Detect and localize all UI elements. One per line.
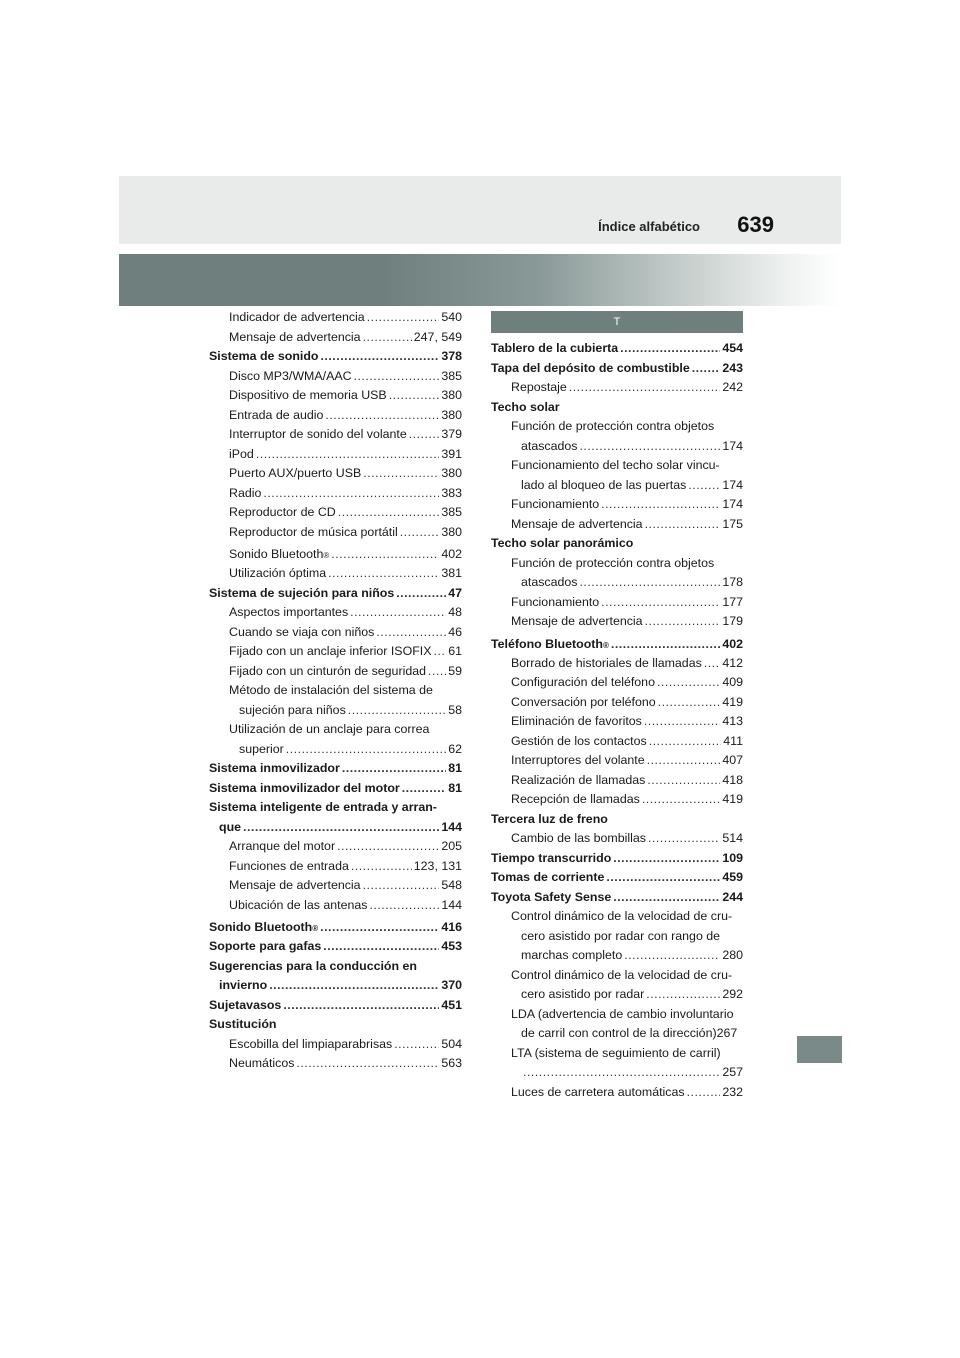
entry-text: Fijado con un anclaje inferior ISOFIX	[229, 644, 432, 658]
entry-text: superior	[239, 741, 284, 756]
thumb-index-tab	[797, 1036, 842, 1063]
dot-leader	[409, 425, 440, 445]
entry-page-number: 62	[448, 741, 462, 756]
dot-leader	[320, 347, 439, 367]
entry-page-number: 409	[722, 675, 743, 689]
entry-text: Conversación por teléfono	[511, 694, 656, 709]
index-subentry	[491, 554, 743, 574]
entry-text: Funcionamiento del techo solar vincu-	[511, 458, 720, 472]
index-entry	[491, 339, 743, 359]
index-column-right	[491, 308, 743, 1102]
index-subentry	[209, 445, 462, 465]
entry-page-number: 244	[722, 889, 743, 904]
dot-leader	[606, 868, 720, 888]
entry-page-number: 379	[441, 427, 462, 441]
entry-text: Borrado de historiales de llamadas	[511, 655, 702, 670]
index-subentry	[209, 720, 462, 740]
entry-text: Configuración del teléfono	[511, 675, 655, 689]
index-entry	[209, 937, 462, 957]
dot-leader	[348, 701, 446, 721]
index-entry	[491, 868, 743, 888]
dot-leader	[658, 693, 721, 713]
entry-text: Reproductor de CD	[229, 505, 336, 519]
entry-page-number: 380	[441, 466, 462, 480]
dot-leader	[613, 849, 720, 869]
dot-leader	[389, 386, 440, 406]
index-subentry	[209, 603, 462, 623]
index-subentry	[491, 693, 743, 713]
index-subentry	[491, 946, 743, 966]
dot-leader	[296, 1054, 439, 1074]
dot-leader	[569, 378, 721, 398]
dot-leader	[376, 623, 446, 643]
index-subentry	[491, 612, 743, 632]
dot-leader	[325, 406, 439, 426]
entry-page-number: 46	[448, 624, 462, 639]
entry-page-number: 205	[441, 839, 462, 853]
index-subentry	[491, 927, 743, 947]
entry-text: Tercera luz de freno	[491, 811, 608, 826]
entry-text: de carril con control de la dirección)267	[521, 1026, 738, 1040]
dot-leader	[320, 915, 439, 937]
dot-leader	[351, 857, 412, 877]
dot-leader	[646, 985, 720, 1005]
entry-page-number: 548	[441, 878, 462, 892]
index-subentry	[209, 896, 462, 916]
index-entry	[209, 779, 462, 799]
entry-text: Realización de llamadas	[511, 772, 646, 787]
entry-page-number: 514	[722, 831, 743, 845]
entry-page-number: 178	[722, 575, 743, 589]
section-letter-bar: T	[491, 311, 743, 333]
entry-page-number: 247, 549	[413, 329, 462, 344]
index-subentry	[491, 790, 743, 810]
dot-leader	[647, 771, 720, 791]
dot-leader	[338, 503, 440, 523]
index-entry	[209, 1015, 462, 1035]
index-subentry	[209, 1035, 462, 1055]
dot-leader	[648, 829, 720, 849]
dot-leader	[642, 790, 721, 810]
entry-text: Neumáticos	[229, 1056, 295, 1070]
entry-text: Sujetavasos	[209, 997, 282, 1012]
index-subentry	[491, 966, 743, 986]
entry-page-number: 81	[448, 761, 462, 775]
entry-page-number: 563	[441, 1056, 462, 1070]
dot-leader	[523, 1063, 720, 1083]
index-subentry	[491, 593, 743, 613]
index-column-left	[209, 308, 462, 1074]
dot-leader	[337, 837, 439, 857]
index-subentry	[491, 1005, 743, 1025]
index-entry	[491, 810, 743, 830]
index-subentry	[491, 515, 743, 535]
index-subentry	[491, 495, 743, 515]
entry-page-number: 179	[722, 614, 743, 628]
entry-text: Mensaje de advertencia	[511, 516, 643, 531]
index-entry	[209, 957, 462, 977]
index-subentry	[491, 1044, 743, 1064]
dot-leader	[688, 476, 720, 496]
entry-text: Techo solar	[491, 399, 560, 414]
entry-text: Tapa del depósito de combustible	[491, 360, 690, 375]
entry-text: Control dinámico de la velocidad de cru-	[511, 909, 733, 923]
dot-leader	[350, 603, 446, 623]
index-subentry	[491, 1024, 743, 1044]
entry-text: Indicador de advertencia	[229, 310, 365, 324]
entry-page-number: 454	[722, 341, 743, 355]
index-subentry: Sonido Bluetooth ® ..... 402	[209, 542, 462, 564]
index-entry	[491, 849, 743, 869]
index-entries-right	[491, 339, 743, 1102]
index-entry	[491, 398, 743, 418]
index-subentry	[209, 464, 462, 484]
entry-text: Soporte para gafas	[209, 939, 322, 953]
entry-text: Gestión de los contactos	[511, 733, 647, 748]
entry-page-number: 175	[722, 516, 743, 531]
entry-page-number: 385	[441, 505, 462, 519]
index-entry	[209, 818, 462, 838]
entry-page-number: 413	[722, 714, 743, 728]
index-subentry	[209, 701, 462, 721]
dot-leader	[611, 632, 720, 654]
index-subentry	[209, 857, 462, 877]
entry-text: Sonido Bluetooth	[209, 920, 313, 934]
entry-text: Utilización óptima	[229, 566, 327, 580]
entry-page-number: 412	[722, 655, 743, 670]
index-subentry	[209, 642, 462, 662]
entry-text: Entrada de audio	[229, 407, 324, 422]
index-subentry	[491, 654, 743, 674]
entry-text: cero asistido por radar	[521, 987, 645, 1001]
entry-text: Cambio de las bombillas	[511, 831, 646, 845]
index-subentry	[209, 876, 462, 896]
entry-text: Sistema inmovilizador del motor	[209, 780, 400, 795]
index-entry	[209, 759, 462, 779]
entry-text: sujeción para niños	[239, 702, 346, 717]
dot-leader	[645, 612, 721, 632]
entry-page-number: 81	[448, 780, 462, 795]
entry-text: Techo solar panorámico	[491, 536, 634, 550]
entry-page-number: 58	[448, 702, 462, 717]
entry-text: atascados	[521, 438, 578, 453]
entry-page-number: 419	[722, 792, 743, 806]
dot-leader	[687, 1083, 721, 1103]
entry-page-number: 378	[441, 349, 462, 363]
dot-leader	[613, 888, 720, 908]
index-subentry	[209, 523, 462, 543]
entry-page-number: 48	[448, 605, 462, 619]
entry-text: Escobilla del limpiaparabrisas	[229, 1036, 393, 1051]
entry-text: Sugerencias para la conducción en	[209, 958, 417, 973]
index-subentry	[209, 425, 462, 445]
entry-text: atascados	[521, 575, 578, 589]
index-entry	[209, 798, 462, 818]
entry-text: que	[219, 819, 242, 834]
index-subentry	[209, 328, 462, 348]
dot-leader	[647, 751, 721, 771]
entry-page-number: 381	[441, 566, 462, 580]
entry-text: Recepción de llamadas	[511, 792, 640, 806]
entry-page-number: 383	[441, 485, 462, 500]
entry-text: Reproductor de música portátil	[229, 524, 398, 539]
index-subentry	[209, 386, 462, 406]
index-subentry	[491, 378, 743, 398]
section-title: Índice alfabético	[598, 219, 700, 234]
entry-page-number: 174	[722, 497, 743, 511]
index-entry	[209, 976, 462, 996]
dot-leader	[396, 584, 446, 604]
dot-leader	[363, 328, 412, 348]
index-subentry	[491, 476, 743, 496]
index-subentry	[491, 907, 743, 927]
entry-text: Teléfono Bluetooth	[491, 636, 603, 651]
dot-leader	[367, 308, 440, 328]
index-subentry	[491, 732, 743, 752]
index-entry	[209, 996, 462, 1016]
entry-page-number: 144	[441, 819, 462, 834]
entry-text: lado al bloqueo de las puertas	[521, 477, 687, 492]
index-subentry	[209, 837, 462, 857]
entry-page-number: 451	[441, 997, 462, 1012]
dot-leader	[601, 495, 720, 515]
index-subentry	[209, 1054, 462, 1074]
dot-leader	[645, 515, 721, 535]
index-subentry	[491, 417, 743, 437]
entry-text: Repostaje	[511, 380, 567, 394]
entry-text: Disco MP3/WMA/AAC	[229, 368, 352, 383]
index-subentry	[491, 673, 743, 693]
entry-text: Dispositivo de memoria USB	[229, 388, 387, 402]
dot-leader	[402, 779, 446, 799]
entry-text: LTA (sistema de seguimiento de carril)	[511, 1045, 721, 1060]
entry-text: Función de protección contra objetos	[511, 555, 715, 570]
entry-text: Eliminación de favoritos	[511, 714, 642, 728]
entry-text: Mensaje de advertencia	[229, 878, 361, 892]
entry-text: Función de protección contra objetos	[511, 419, 715, 433]
dot-leader	[263, 484, 439, 504]
entry-page-number: 402	[441, 547, 462, 561]
entry-page-number: 391	[441, 446, 462, 461]
entry-page-number: 402	[722, 636, 743, 651]
page-number: 639	[737, 212, 774, 237]
entry-page-number: 385	[441, 368, 462, 383]
dot-leader	[601, 593, 720, 613]
index-subentry	[491, 1083, 743, 1103]
dot-leader	[400, 523, 440, 543]
index-subentry	[209, 564, 462, 584]
dot-leader	[649, 732, 722, 752]
dot-leader	[363, 876, 440, 896]
entry-page-number: 144	[441, 897, 462, 912]
entry-text: Radio	[229, 485, 262, 500]
index-subentry	[209, 662, 462, 682]
entry-page-number: 177	[722, 594, 743, 609]
entry-text: Sistema de sonido	[209, 349, 319, 363]
entry-page-number: 416	[441, 920, 462, 934]
dot-leader	[342, 759, 446, 779]
entry-page-number: 61	[448, 644, 462, 658]
index-subentry	[209, 484, 462, 504]
dot-leader	[624, 946, 720, 966]
entry-page-number: 380	[441, 388, 462, 402]
entry-page-number: 407	[722, 753, 743, 767]
entry-text: Utilización de un anclaje para correa	[229, 722, 430, 736]
entry-page-number: 243	[722, 360, 743, 375]
index-entry: Sonido Bluetooth ® ..... 416	[209, 915, 462, 937]
entry-page-number: 459	[722, 870, 743, 884]
dot-leader	[331, 542, 439, 564]
dot-leader	[354, 367, 440, 387]
index-subentry	[491, 751, 743, 771]
entry-page-number: 540	[441, 310, 462, 324]
entry-text: Sustitución	[209, 1017, 277, 1031]
dot-leader	[433, 642, 446, 662]
dot-leader	[256, 445, 440, 465]
dot-leader	[394, 1035, 439, 1055]
index-subentry	[491, 1063, 743, 1083]
entry-text: Tiempo transcurrido	[491, 850, 612, 865]
entry-page-number: 174	[722, 438, 743, 453]
entry-text: Sistema de sujeción para niños	[209, 585, 395, 600]
dot-leader	[323, 937, 439, 957]
entry-text: Método de instalación del sistema de	[229, 683, 433, 697]
entry-text: iPod	[229, 446, 254, 461]
entry-page-number: 411	[723, 733, 743, 748]
entry-text: Ubicación de las antenas	[229, 897, 368, 912]
entry-page-number: 380	[441, 407, 462, 422]
entry-page-number: 47	[448, 585, 462, 600]
entry-text: cero asistido por radar con rango de	[521, 928, 721, 943]
entry-page-number: 380	[441, 524, 462, 539]
entry-text: Puerto AUX/puerto USB	[229, 466, 362, 480]
entry-text: Funcionamiento	[511, 594, 600, 609]
dot-leader	[286, 740, 446, 760]
entry-page-number: 59	[448, 663, 462, 678]
dot-leader	[579, 573, 720, 593]
entry-text: Fijado con un cinturón de seguridad	[229, 663, 427, 678]
entry-text: Tablero de la cubierta	[491, 341, 619, 355]
entry-text: Arranque del motor	[229, 839, 336, 853]
dot-leader	[692, 359, 721, 379]
entry-text: Cuando se viaja con niños	[229, 624, 375, 639]
entry-text: Toyota Safety Sense	[491, 889, 612, 904]
dot-leader	[579, 437, 720, 457]
entry-text: Mensaje de advertencia	[229, 329, 361, 344]
dot-leader	[243, 818, 439, 838]
entry-text: Aspectos importantes	[229, 605, 349, 619]
index-entry	[209, 347, 462, 367]
entry-text: marchas completo	[521, 948, 623, 962]
entry-page-number: 370	[441, 978, 462, 992]
dot-leader	[369, 896, 439, 916]
index-subentry	[491, 712, 743, 732]
entry-page-number: 174	[722, 477, 743, 492]
index-subentry	[491, 573, 743, 593]
index-subentry	[209, 623, 462, 643]
entry-page-number: 292	[722, 987, 743, 1001]
entry-page-number: 232	[722, 1084, 743, 1099]
index-subentry	[491, 829, 743, 849]
index-subentry	[209, 406, 462, 426]
index-entry: Teléfono Bluetooth ® ..... 402	[491, 632, 743, 654]
entry-text: Funcionamiento	[511, 497, 600, 511]
entry-text: LDA (advertencia de cambio involuntario	[511, 1006, 734, 1021]
dot-leader	[657, 673, 720, 693]
index-subentry	[209, 308, 462, 328]
dot-leader	[704, 654, 721, 674]
index-subentry	[209, 681, 462, 701]
entry-page-number: 504	[441, 1036, 462, 1051]
entry-page-number: 419	[722, 694, 743, 709]
index-subentry	[491, 985, 743, 1005]
entry-text: Sonido Bluetooth	[229, 547, 324, 561]
index-subentry	[209, 740, 462, 760]
index-subentry	[491, 456, 743, 476]
entry-text: Luces de carretera automáticas	[511, 1084, 685, 1099]
entry-page-number: 123, 131	[413, 858, 462, 873]
index-entry	[491, 534, 743, 554]
dot-leader	[283, 996, 439, 1016]
entry-text: Sistema inmovilizador	[209, 761, 340, 775]
index-subentry	[491, 437, 743, 457]
entry-page-number: 242	[722, 380, 743, 394]
entry-text: Mensaje de advertencia	[511, 614, 643, 628]
index-entry	[491, 888, 743, 908]
entry-page-number: 257	[722, 1065, 743, 1079]
entry-text: Control dinámico de la velocidad de cru-	[511, 967, 733, 982]
index-entry	[491, 359, 743, 379]
decorative-band	[119, 254, 841, 306]
dot-leader	[328, 564, 439, 584]
dot-leader	[428, 662, 446, 682]
entry-text: Interruptores del volante	[511, 753, 645, 767]
entry-text: Tomas de corriente	[491, 870, 605, 884]
entry-text: Sistema inteligente de entrada y arran-	[209, 800, 437, 814]
entry-page-number: 109	[722, 850, 743, 865]
dot-leader	[269, 976, 439, 996]
entry-text: Interruptor de sonido del volante	[229, 427, 407, 441]
dot-leader	[620, 339, 720, 359]
index-subentry	[209, 503, 462, 523]
index-subentry	[491, 771, 743, 791]
index-subentry	[209, 367, 462, 387]
entry-page-number: 280	[722, 948, 743, 962]
entry-text: invierno	[219, 978, 268, 992]
entry-text: Funciones de entrada	[229, 858, 349, 873]
entry-page-number: 418	[722, 772, 743, 787]
index-entry	[209, 584, 462, 604]
dot-leader	[644, 712, 720, 732]
entry-page-number: 453	[441, 939, 462, 953]
dot-leader	[363, 464, 439, 484]
